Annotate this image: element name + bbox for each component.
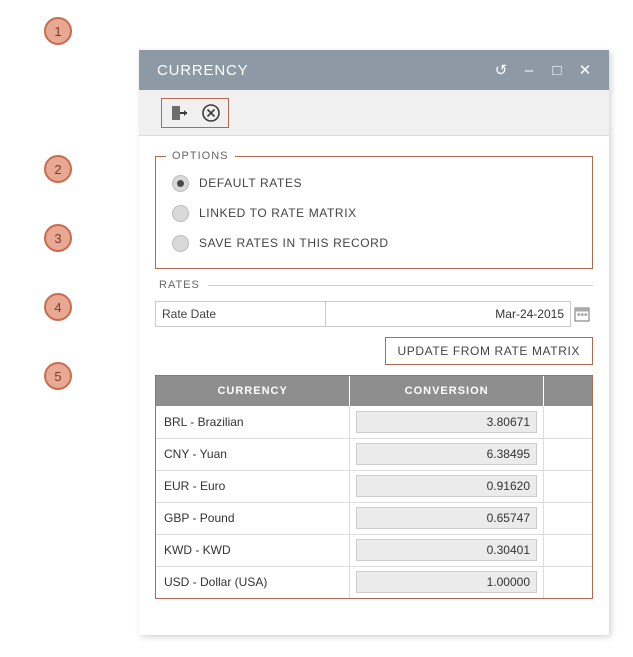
rates-group: [155, 279, 593, 599]
window-title: CURRENCY: [157, 61, 249, 79]
cell-spacer: [544, 566, 593, 598]
table-row[interactable]: [156, 406, 592, 438]
currency-window: [139, 50, 609, 635]
option-linked-to-rate-matrix-label: LINKED TO RATE MATRIX: [199, 206, 357, 220]
window-titlebar: [139, 50, 609, 90]
cell-spacer: [544, 470, 593, 502]
table-row[interactable]: [156, 438, 592, 470]
annotation-marker-4: [44, 293, 72, 321]
annotation-marker-1: [44, 17, 72, 45]
option-save-rates-in-this-record-label: SAVE RATES IN THIS RECORD: [199, 236, 389, 250]
option-default-rates[interactable]: [166, 168, 582, 198]
option-save-rates-in-this-record[interactable]: [166, 228, 582, 258]
cell-conversion[interactable]: [350, 566, 544, 598]
conversion-value[interactable]: 6.38495: [356, 443, 537, 465]
exit-icon[interactable]: [168, 102, 190, 124]
conversion-value[interactable]: 1.00000: [356, 571, 537, 593]
cell-currency: CNY - Yuan: [156, 438, 350, 470]
cell-currency: EUR - Euro: [156, 470, 350, 502]
option-linked-to-rate-matrix[interactable]: [166, 198, 582, 228]
rates-table: [156, 376, 592, 598]
cell-currency: USD - Dollar (USA): [156, 566, 350, 598]
close-icon[interactable]: ✕: [578, 62, 592, 79]
rates-legend: RATES: [159, 279, 200, 291]
window-content: [139, 136, 609, 635]
annotation-marker-1-label: 1: [54, 23, 62, 39]
option-default-rates-label: DEFAULT RATES: [199, 176, 303, 190]
radio-linked-to-rate-matrix[interactable]: [172, 205, 189, 222]
cell-currency: KWD - KWD: [156, 534, 350, 566]
cell-conversion[interactable]: [350, 470, 544, 502]
annotation-marker-3-label: 3: [54, 230, 62, 246]
column-header-currency: CURRENCY: [156, 376, 350, 406]
annotation-marker-2-label: 2: [54, 161, 62, 177]
refresh-icon[interactable]: ↺: [494, 62, 508, 79]
minimize-icon[interactable]: –: [524, 61, 534, 79]
toolbar-button-group: [161, 98, 229, 128]
annotation-marker-4-label: 4: [54, 299, 62, 315]
annotation-marker-2: [44, 155, 72, 183]
cell-spacer: [544, 438, 593, 470]
table-row[interactable]: [156, 534, 592, 566]
conversion-value[interactable]: 0.91620: [356, 475, 537, 497]
rates-table-wrap: [155, 375, 593, 599]
rate-date-input[interactable]: Mar-24-2015: [325, 301, 571, 327]
maximize-icon[interactable]: □: [552, 61, 562, 79]
options-legend: OPTIONS: [172, 150, 229, 162]
table-row[interactable]: [156, 502, 592, 534]
column-header-spacer: [544, 376, 593, 406]
cell-currency: BRL - Brazilian: [156, 406, 350, 438]
window-toolbar: [139, 90, 609, 136]
annotation-marker-3: [44, 224, 72, 252]
update-from-rate-matrix-button[interactable]: UPDATE FROM RATE MATRIX: [385, 337, 593, 365]
cell-currency: GBP - Pound: [156, 502, 350, 534]
cell-conversion[interactable]: [350, 406, 544, 438]
calendar-icon[interactable]: [571, 301, 593, 327]
table-row[interactable]: [156, 470, 592, 502]
annotation-marker-5: [44, 362, 72, 390]
column-header-conversion: CONVERSION: [350, 376, 544, 406]
rate-date-row: [155, 301, 593, 327]
cell-conversion[interactable]: [350, 502, 544, 534]
radio-save-rates-in-this-record[interactable]: [172, 235, 189, 252]
conversion-value[interactable]: 0.30401: [356, 539, 537, 561]
conversion-value[interactable]: 3.80671: [356, 411, 537, 433]
rates-table-header-row: [156, 376, 592, 406]
cell-conversion[interactable]: [350, 534, 544, 566]
cell-conversion[interactable]: [350, 438, 544, 470]
cell-spacer: [544, 534, 593, 566]
conversion-value[interactable]: 0.65747: [356, 507, 537, 529]
update-row: [155, 337, 593, 365]
cell-spacer: [544, 502, 593, 534]
radio-default-rates[interactable]: [172, 175, 189, 192]
table-row[interactable]: [156, 566, 592, 598]
options-group: [155, 150, 593, 269]
cell-spacer: [544, 406, 593, 438]
cancel-icon[interactable]: [200, 102, 222, 124]
annotation-marker-5-label: 5: [54, 368, 62, 384]
rate-date-label: Rate Date: [155, 301, 325, 327]
